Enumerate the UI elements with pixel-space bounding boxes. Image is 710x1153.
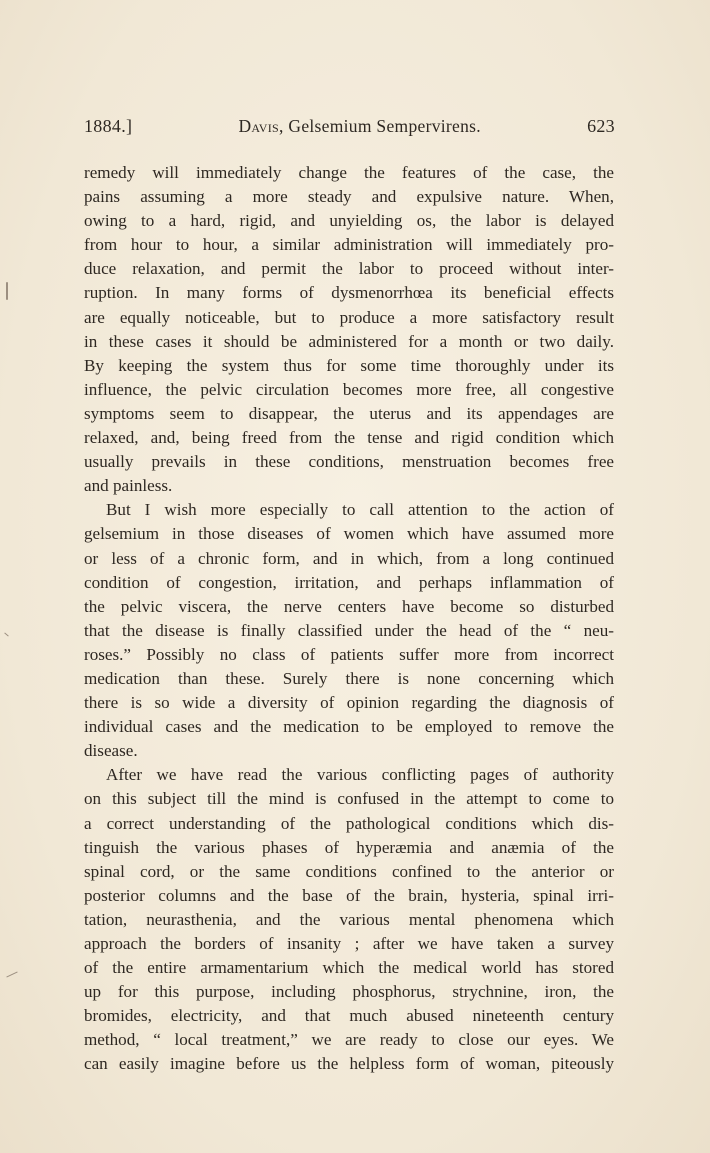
text-line: individual cases and the medication to be employed to remove the [84, 717, 614, 737]
text-line: bromides, electricity, and that much abused nineteenth century [84, 1006, 614, 1026]
text-line: spinal cord, or the same conditions confined to the anterior or [84, 861, 614, 881]
text-line: a correct understanding of the pathological conditions which dis- [84, 813, 614, 833]
text-line: tinguish the various phases of hyperæmia and anæmia of the [84, 837, 614, 857]
text-line: of the entire armamentarium which the medical world has stored [84, 958, 614, 978]
margin-mark [6, 282, 8, 300]
header-title [238, 116, 481, 137]
text-line: the pelvic viscera, the nerve centers have become so disturbed [84, 596, 614, 616]
text-line: pains assuming a more steady and expulsive nature. When, [84, 187, 614, 207]
margin-mark [4, 633, 8, 637]
text-line: from hour to hour, a similar administration will immediately pro- [84, 235, 614, 255]
text-line: By keeping the system thus for some time thoroughly under its [84, 355, 614, 375]
text-line: owing to a hard, rigid, and unyielding os, the labor is delayed [84, 211, 614, 231]
header-year: 1884.] [84, 116, 133, 136]
text-line: or less of a chronic form, and in which, from a long continued [84, 548, 614, 568]
running-header [84, 116, 615, 137]
text-line: approach the borders of insanity ; after we have taken a survey [84, 934, 614, 953]
text-line: and painless. [84, 476, 173, 496]
text-line: ruption. In many forms of dysmenorrhœa its beneficial effects [84, 283, 614, 303]
text-line: up for this purpose, including phosphorus, strychnine, iron, the [84, 982, 614, 1002]
text-line: remedy will immediately change the features of the case, the [84, 163, 614, 182]
header-page-number: 623 [587, 116, 615, 136]
text-line: on this subject till the mind is confused in the attempt to come to [84, 789, 614, 809]
text-line: But I wish more especially to call attention to the action of [106, 500, 614, 520]
text-line: tation, neurasthenia, and the various mental phenomena which [84, 909, 614, 929]
text-line: are equally noticeable, but to produce a more satisfactory result [84, 307, 614, 327]
text-line: in these cases it should be administered for a month or two daily. [84, 331, 614, 351]
text-line: that the disease is finally classified under the head of the “ neu- [84, 620, 614, 640]
text-line: roses.” Possibly no class of patients suffer more from incorrect [84, 644, 614, 664]
text-line: usually prevails in these conditions, menstruation becomes free [84, 452, 614, 472]
text-line: there is so wide a diversity of opinion regarding the diagnosis of [84, 693, 614, 713]
text-line: posterior columns and the base of the brain, hysteria, spinal irri- [84, 885, 614, 905]
text-line: symptoms seem to disappear, the uterus and its appendages are [84, 403, 614, 423]
text-line: disease. [84, 741, 138, 761]
text-line: After we have read the various conflicting pages of authority [106, 765, 614, 785]
text-line: influence, the pelvic circulation becomes more free, all congestive [84, 379, 614, 399]
margin-mark [6, 972, 17, 978]
header-author: Davis [238, 116, 280, 136]
text-line: duce relaxation, and permit the labor to proceed without inter- [84, 259, 614, 279]
header-title-rest: , Gelsemium Sempervirens. [279, 116, 481, 136]
text-line: medication than these. Surely there is none concerning which [84, 668, 614, 688]
text-line: gelsemium in those diseases of women which have assumed more [84, 524, 614, 544]
text-line: method, “ local treatment,” we are ready to close our eyes. We [84, 1030, 614, 1050]
text-line: relaxed, and, being freed from the tense and rigid condition which [84, 428, 614, 448]
body-text [84, 161, 614, 1077]
text-line: can easily imagine before us the helpless form of woman, piteously [84, 1054, 614, 1074]
text-line: condition of congestion, irritation, and perhaps inflammation of [84, 572, 614, 592]
